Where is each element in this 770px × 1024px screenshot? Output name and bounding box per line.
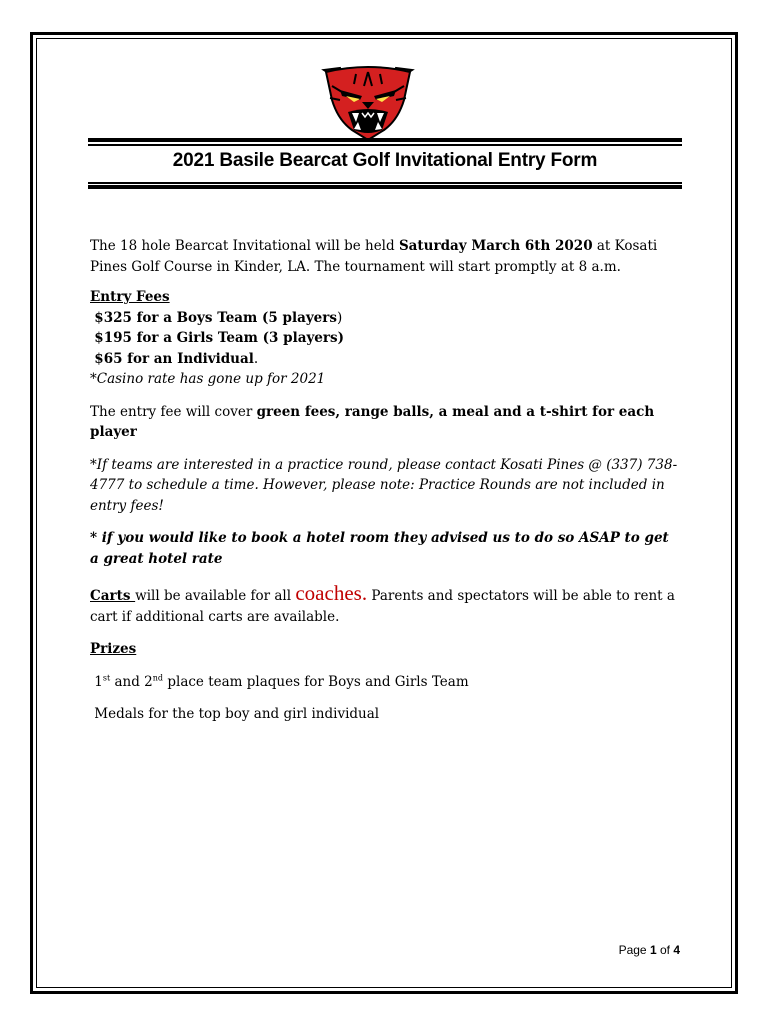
prize-first: 1 — [94, 673, 103, 690]
header-rule-bottom-thick — [88, 185, 682, 189]
entry-fees-heading-text: Entry Fees — [90, 289, 170, 305]
bearcat-logo — [318, 64, 418, 142]
prize-plaques-text: place team plaques for Boys and Girls Team — [163, 673, 469, 690]
prize-second-sup: nd — [152, 673, 164, 682]
practice-note: *If teams are interested in a practice round, please contact Kosati Pines @ (337) 738-4777 to schedule a time. However, please note: Practice Rounds are not included in entry fees! — [90, 456, 678, 514]
footer-page-total: 4 — [673, 943, 680, 957]
fee-individual-tail: . — [253, 350, 259, 367]
coverage-paragraph — [90, 402, 680, 443]
carts-text: will be available for all — [135, 588, 296, 604]
fee-boys-text: $325 for a Boys Team (5 players — [94, 309, 337, 326]
prizes-heading — [90, 639, 680, 660]
header-rule-bottom-thin — [88, 182, 682, 184]
footer-page-number: 1 — [649, 943, 657, 957]
footer-of: of — [656, 943, 674, 957]
prize-medals — [90, 704, 680, 725]
prize-second: and 2 — [110, 673, 153, 690]
intro-location: at Kosati Pines Golf Course in Kinder, LA. The tournament will start promptly at 8 a.m. — [90, 238, 658, 275]
form-body — [90, 236, 680, 725]
casino-note: *Casino rate has gone up for 2021 — [90, 371, 326, 387]
page-title: 2021 Basile Bearcat Golf Invitational Entry Form — [172, 150, 598, 171]
fee-boys — [90, 308, 680, 329]
hotel-note: * if you would like to book a hotel room they advised us to do so ASAP to get a great hotel rate — [90, 530, 669, 567]
entry-fees-heading — [90, 287, 680, 308]
fee-individual-text: $65 for an Individual — [94, 350, 254, 367]
intro-text: The 18 hole Bearcat Invitational will be held — [90, 238, 399, 254]
event-date: Saturday March 6th 2020 — [398, 238, 593, 254]
carts-rental-text: Parents and spectators will be able to rent a cart if additional carts are available. — [90, 588, 675, 625]
fee-girls-text: $195 for a Girls Team (3 players) — [94, 330, 344, 346]
fee-individual — [90, 349, 680, 370]
prize-first-sup: st — [102, 673, 111, 682]
fee-boys-tail: ) — [336, 309, 343, 326]
header-rule-top-thick — [88, 138, 682, 142]
coverage-items: green fees, range balls, a meal and a t-shirt for each player — [90, 403, 655, 440]
carts-label: Carts — [90, 588, 136, 604]
fee-girls — [90, 328, 680, 349]
footer-label: Page — [618, 943, 650, 957]
coaches-highlight: coaches. — [295, 581, 368, 605]
intro-paragraph — [90, 236, 680, 277]
prizes-heading-text: Prizes — [90, 641, 137, 657]
prize-plaques — [90, 672, 680, 693]
coverage-text: The entry fee will cover — [90, 403, 257, 420]
prize-medals-text: Medals for the top boy and girl individual — [94, 706, 380, 722]
header-rule-top-thin — [88, 144, 682, 146]
page-footer — [619, 943, 680, 957]
carts-paragraph — [90, 583, 680, 627]
